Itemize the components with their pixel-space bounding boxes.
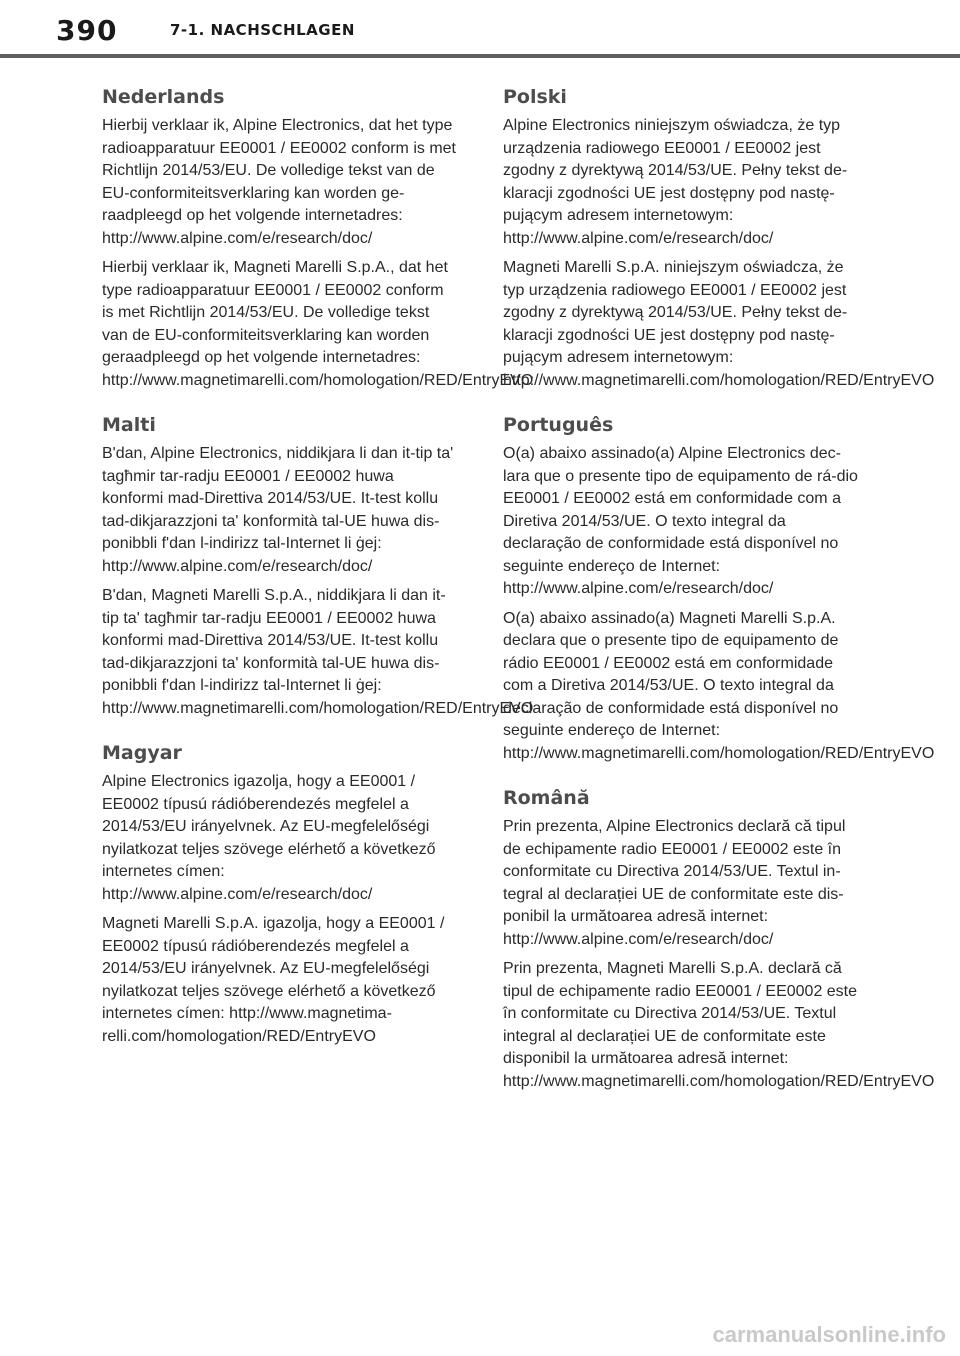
paragraph: B'dan, Alpine Electronics, niddikjara li dan it-tip ta' tagħmir tar-radju EE0001 / EE0002 huwa konformi mad-Direttiva 2014/53/UE. It-test kollu tad-dikjarazzjoni ta' konformità tal-UE huwa dis-ponibbli f'dan l-indirizz tal-Internet li ġej: http://www.alpine.com/e/research/doc/ xyxy=(102,445,454,575)
paragraph: Hierbij verklaar ik, Alpine Electronics, dat het type radioapparatuur EE0001 / EE0002 conform is met Richtlijn 2014/53/EU. De volledige tekst van de EU-conformiteitsverklaring kan worden ge-raadpleegd op het volgende internetadres: http://www.alpine.com/e/research/doc/ xyxy=(102,117,456,247)
page-number: 390 xyxy=(56,14,118,47)
section-romana xyxy=(503,785,935,1093)
paragraph: Alpine Electronics igazolja, hogy a EE0001 / EE0002 típusú rádióberendezés megfelel a 2014/53/EU irányelvnek. Az EU-megfelelőségi nyilatkozat teljes szövege elérhető a következő internetes címen: http://www.alpine.com/e/research/doc/ xyxy=(102,773,436,903)
paragraph: Prin prezenta, Magneti Marelli S.p.A. declară că tipul de echipamente radio EE0001 / EE0002 este în conformitate cu Directiva 2014/53/UE. Textul integral al declarației UE de conformitate este disponibil la următoarea adresă internet: http://www.magnetimarelli.com/homologation/RED/EntryEVO xyxy=(503,960,935,1090)
section-portugues xyxy=(503,412,935,765)
section-heading: Malti xyxy=(102,414,156,436)
right-column xyxy=(503,84,935,1113)
paragraph: Alpine Electronics niniejszym oświadcza, że typ urządzenia radiowego EE0001 / EE0002 jest zgodny z dyrektywą 2014/53/UE. Pełny tekst de-klaracji zgodności UE jest dostępny pod nastę-pującym adresem internetowym: http://www.alpine.com/e/research/doc/ xyxy=(503,117,848,247)
chapter-title: 7-1. NACHSCHLAGEN xyxy=(170,21,355,39)
paragraph: O(a) abaixo assinado(a) Magneti Marelli S.p.A. declara que o presente tipo de equipamento de rádio EE0001 / EE0002 está em conformidade com a Diretiva 2014/53/UE. O texto integral da declaração de conformidade está disponível no seguinte endereço de Internet: http://www.magnetimarelli.com/homologation/RED/EntryEVO xyxy=(503,609,935,762)
section-nederlands xyxy=(102,84,534,392)
section-heading: Română xyxy=(503,787,590,809)
page-header xyxy=(0,0,960,64)
section-magyar xyxy=(102,740,458,1048)
paragraph: Magneti Marelli S.p.A. igazolja, hogy a EE0001 / EE0002 típusú rádióberendezés megfelel a 2014/53/EU irányelvnek. Az EU-megfelelőségi nyilatkozat teljes szövege elérhető a következő internetes címen: http://www.magnetima-relli.com/homologation/RED/EntryEVO xyxy=(102,915,445,1045)
paragraph: O(a) abaixo assinado(a) Alpine Electronics dec-lara que o presente tipo de equipamento de rá-dio EE0001 / EE0002 está em conformidade com a Diretiva 2014/53/UE. O texto integral da declaração de conformidade está disponível no seguinte endereço de Internet: http://www.alpine.com/e/research/doc/ xyxy=(503,445,858,597)
section-heading: Magyar xyxy=(102,742,182,764)
section-polski xyxy=(503,84,935,392)
paragraph: Hierbij verklaar ik, Magneti Marelli S.p.A., dat het type radioapparatuur EE0001 / EE0002 conform is met Richtlijn 2014/53/EU. De volledige tekst van de EU-conformiteitsverklaring kan worden geraadpleegd op het volgende internetadres: http://www.magnetimarelli.com/homologation/RED/EntryEVO xyxy=(102,259,534,389)
section-malti xyxy=(102,412,534,720)
section-heading: Polski xyxy=(503,86,567,108)
paragraph: Magneti Marelli S.p.A. niniejszym oświadcza, że typ urządzenia radiowego EE0001 / EE0002 jest zgodny z dyrektywą 2014/53/UE. Pełny tekst de-klaracji zgodności UE jest dostępny pod nastę-pującym adresem internetowym: http://www.magnetimarelli.com/homologation/RED/EntryEVO xyxy=(503,259,935,389)
section-heading: Português xyxy=(503,414,614,436)
watermark: carmanualsonline.info xyxy=(712,1322,946,1347)
section-heading: Nederlands xyxy=(102,86,225,108)
header-divider xyxy=(0,54,960,58)
paragraph: Prin prezenta, Alpine Electronics declară că tipul de echipamente radio EE0001 / EE0002 este în conformitate cu Directiva 2014/53/UE. Textul in-tegral al declarației UE de conformitate este dis-ponibil la următoarea adresă internet: http://www.alpine.com/e/research/doc/ xyxy=(503,818,846,948)
left-column xyxy=(102,84,534,1068)
paragraph: B'dan, Magneti Marelli S.p.A., niddikjara li dan it-tip ta' tagħmir tar-radju EE0001 / EE0002 huwa konformi mad-Direttiva 2014/53/UE. It-test kollu tad-dikjarazzjoni ta' konformità tal-UE huwa dis-ponibbli f'dan l-indirizz tal-Internet li ġej: http://www.magnetimarelli.com/homologation/RED/EntryEVO xyxy=(102,587,534,717)
